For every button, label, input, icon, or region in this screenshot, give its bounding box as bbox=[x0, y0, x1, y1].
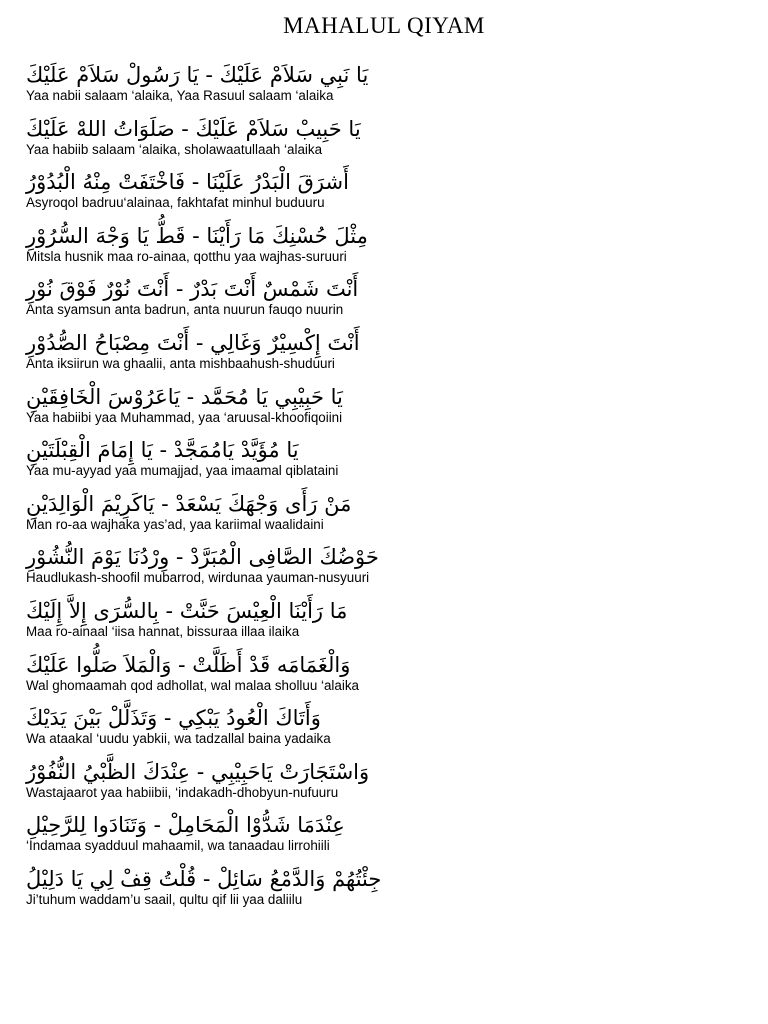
verse-arabic-text: يَا حَبِيْبِي يَا مُحَمَّد - يَاعَرُوْسَ الْخَافِقَيْنِ bbox=[26, 384, 343, 409]
verse-arabic-text: وَالْغَمَامَه قَدْ أَظَلَّتْ - وَالْمَلاَ صَلُّوا عَلَيْكَ bbox=[26, 652, 351, 677]
verse-arabic-text: أَنْتَ إِكْسِيْرٌ وَغَالِي - أَنْتَ مِصْبَاحُ الصُّدُوْرِ bbox=[26, 330, 360, 355]
verse-arabic-text: مَنْ رَأَى وَجْهَكَ يَسْعَدْ - يَاكَرِيْمَ الْوَالِدَيْنِ bbox=[26, 491, 352, 516]
verse-arabic-text: وَأَتَاكَ الْعُودُ يَبْكِي - وَتَذَلَّلْ بَيْنَ يَدَيْكَ bbox=[26, 706, 321, 731]
verse-item bbox=[26, 864, 426, 918]
verse-item bbox=[26, 167, 426, 221]
verse-arabic-text: مِثْلَ حُسْنِكَ مَا رَأَيْنَا - قَطُّ يَا وَجْهَ السُّرُوْرِ bbox=[26, 223, 368, 248]
verse-item bbox=[26, 810, 426, 864]
verse-item bbox=[26, 703, 426, 757]
verse-item bbox=[26, 382, 426, 436]
verse-transliteration: Wastajaarot yaa habiibii, ‘indakadh-dhobyun-nufuuru bbox=[26, 784, 339, 800]
verse-arabic-text: عِنْدَمَا شَدُّوْا الْمَحَامِلْ - وَتَنَادَوا لِلرَّحِيْلِ bbox=[26, 813, 345, 838]
verse-arabic-text: وَاسْتَجَارَتْ يَاحَبِيْبِي - عِنْدَكَ الظَّبْيُ النُّفُوْرُ bbox=[26, 759, 370, 784]
verse-arabic-text: يَا نَبِي سَلاَمْ عَلَيْكَ - يَا رَسُولْ سَلاَمْ عَلَيْكَ bbox=[26, 63, 369, 87]
verse-arabic-text: أَنْتَ شَمْسٌ أَنْتَ بَدْرٌ - أَنْتَ نُوْرٌ فَوْقَ نُوْرِ bbox=[26, 277, 359, 302]
verse-transliteration: Man ro-aa wajhaka yas’ad, yaa kariimal waalidaini bbox=[26, 516, 324, 532]
verse-transliteration: Yaa mu-ayyad yaa mumajjad, yaa imaamal qiblataini bbox=[26, 463, 339, 479]
verse-item bbox=[26, 328, 426, 382]
verse-item bbox=[26, 221, 426, 275]
verse-transliteration: Anta syamsun anta badrun, anta nuurun fauqo nuurin bbox=[26, 302, 344, 318]
verse-item bbox=[26, 650, 426, 704]
verse-transliteration: Haudlukash-shoofil mubarrod, wirdunaa yauman-nusyuuri bbox=[26, 570, 370, 586]
verse-item bbox=[26, 274, 426, 328]
verse-list bbox=[26, 60, 426, 918]
verse-item bbox=[26, 757, 426, 811]
verse-transliteration: Maa ro-ainaal ‘iisa hannat, bissuraa illaa ilaika bbox=[26, 623, 300, 639]
verse-transliteration: Ji’tuhum waddam’u saail, qultu qif lii yaa daliilu bbox=[26, 891, 303, 907]
verse-transliteration: Yaa habiib salaam ‘alaika, sholawaatullaah ‘alaika bbox=[26, 141, 323, 157]
verse-arabic-text: يَا حَبِيبْ سَلاَمْ عَلَيْكَ - صَلَوَاتُ اللهْ عَلَيْكَ bbox=[26, 116, 361, 141]
verse-arabic-text: مَا رَأَيْنَا الْعِيْسَ حَنَّتْ - بِالسُّرَى إِلاَّ إِلَيْكَ bbox=[26, 598, 348, 623]
verse-transliteration: Yaa nabii salaam ‘alaika, Yaa Rasuul salaam ‘alaika bbox=[26, 88, 334, 103]
verse-item bbox=[26, 60, 426, 114]
verse-item bbox=[26, 114, 426, 168]
verse-item bbox=[26, 596, 426, 650]
verse-arabic-text: أَشرَقَ الْبَدْرُ عَلَيْنَا - فَاخْتَفَتْ مِنْهُ الْبُدُوْرُ bbox=[26, 170, 349, 195]
verse-transliteration: Asyroqol badruu‘alainaa, fakhtafat minhul buduuru bbox=[26, 195, 325, 211]
verse-arabic-text: جِئْتُهُمْ وَالدَّمْعُ سَائِلْ - قُلْتُ قِفْ لِي يَا دَلِيْلُ bbox=[26, 866, 382, 891]
verse-transliteration: Mitsla husnik maa ro-ainaa, qotthu yaa wajhas-suruuri bbox=[26, 248, 347, 264]
verse-arabic-text: يَا مُؤَيَّدْ يَامُمَجَّدْ - يَا إِمَامَ الْقِبْلَتَيْنِ bbox=[26, 438, 299, 463]
verse-transliteration: ‘Indamaa syadduul mahaamil, wa tanaadau lirrohiili bbox=[26, 838, 330, 854]
verse-item bbox=[26, 489, 426, 543]
verse-item bbox=[26, 542, 426, 596]
verse-arabic-text: حَوْضُكَ الصَّافِى الْمُبَرَّدْ - وِرْدُنَا يَوْمَ النُّشُوْرِ bbox=[26, 545, 379, 570]
verse-item bbox=[26, 435, 426, 489]
verse-transliteration: Yaa habiibi yaa Muhammad, yaa ‘aruusal-khoofiqoiini bbox=[26, 409, 343, 425]
page-title: MAHALUL QIYAM bbox=[283, 13, 485, 38]
verse-transliteration: Wal ghomaamah qod adhollat, wal malaa sholluu ‘alaika bbox=[26, 677, 359, 693]
verse-transliteration: Anta iksiirun wa ghaalii, anta mishbaahush-shuduuri bbox=[26, 355, 335, 371]
verse-transliteration: Wa ataakal ‘uudu yabkii, wa tadzallal baina yadaika bbox=[26, 731, 331, 747]
